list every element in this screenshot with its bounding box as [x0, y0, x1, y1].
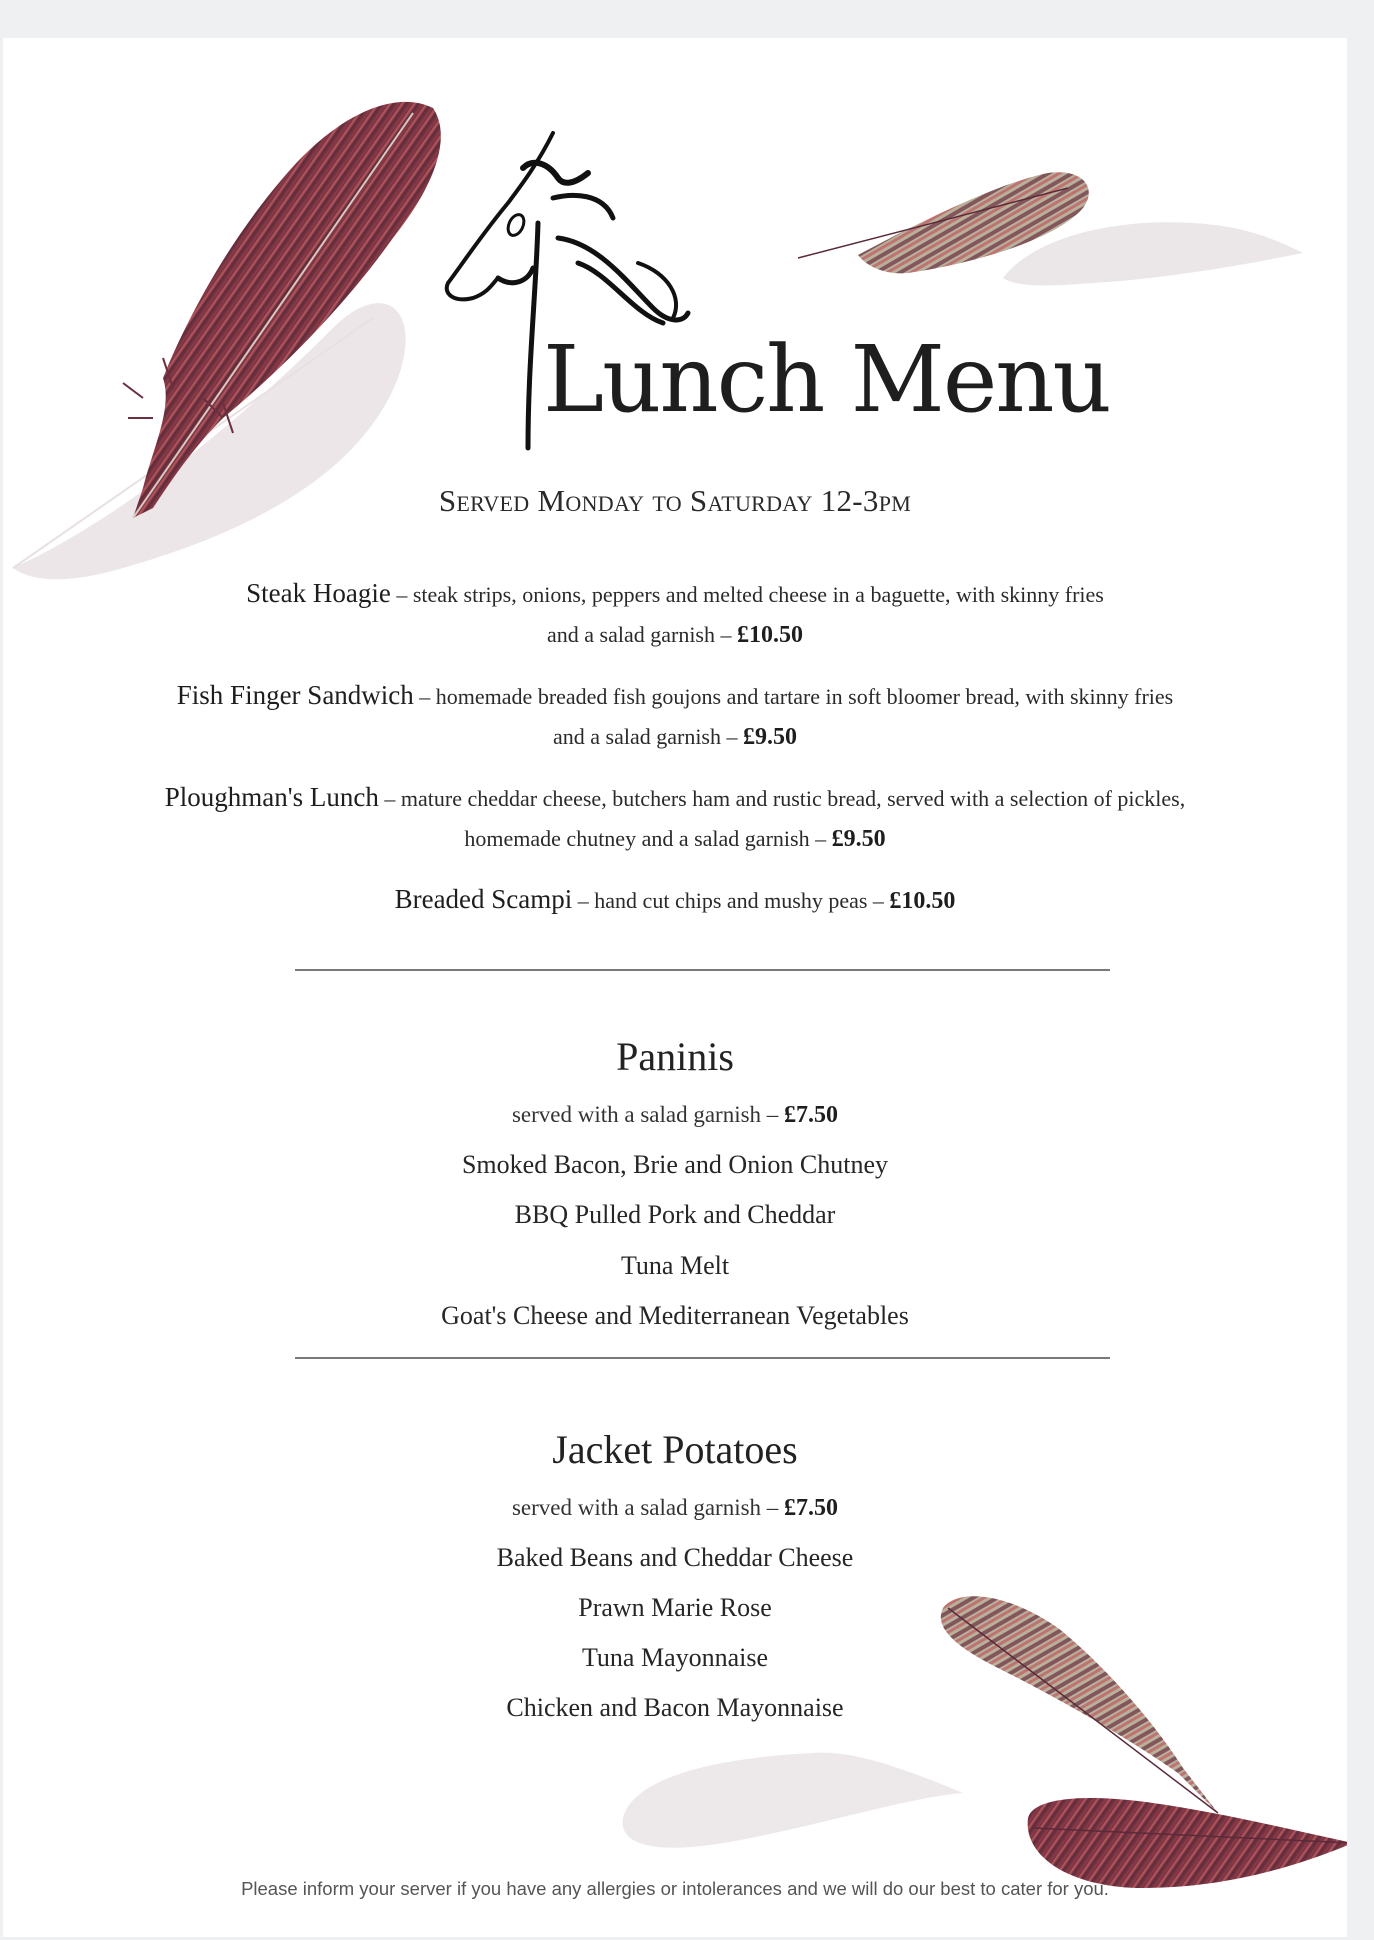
served-hours-subtitle: Served Monday to Saturday 12-3pm [438, 483, 912, 518]
allergy-note: Please inform your server if you have any allergies or intolerances and we will do our best to cater for you. [241, 1878, 1109, 1899]
menu-item-steak-hoagie [3, 578, 1347, 609]
item-description: homemade chutney and a salad garnish – [464, 826, 832, 851]
menu-item-ploughmans-lunch [3, 782, 1347, 813]
list-item: Goat's Cheese and Mediterranean Vegetables [441, 1301, 909, 1330]
list-item: Smoked Bacon, Brie and Onion Chutney [461, 1150, 889, 1179]
item-price: £9.50 [743, 724, 797, 750]
feather-faded-bottom [613, 1738, 973, 1858]
menu-item-steak-hoagie-line2 [3, 622, 1347, 649]
menu-item-breaded-scampi [3, 884, 1347, 915]
item-name: Steak Hoagie [246, 578, 391, 608]
item-price: £10.50 [889, 888, 956, 914]
list-item: Baked Beans and Cheddar Cheese [496, 1543, 854, 1572]
section-price: £7.50 [784, 1102, 839, 1128]
item-name: Fish Finger Sandwich [176, 680, 414, 710]
menu-page [3, 38, 1347, 1937]
section-subtitle-jacket-potatoes [3, 1495, 1347, 1522]
item-description: – homemade breaded fish goujons and tartare in soft bloomer bread, with skinny fries [413, 684, 1174, 709]
menu-item-ploughmans-lunch-line2 [3, 826, 1347, 853]
section-sub-text: served with a salad garnish – [511, 1102, 785, 1127]
item-description: – mature cheddar cheese, butchers ham and rustic bread, served with a selection of pickles, [378, 786, 1186, 811]
section-divider [295, 969, 1110, 971]
menu-item-fish-finger-sandwich-line2 [3, 724, 1347, 751]
item-description: – steak strips, onions, peppers and melted cheese in a baguette, with skinny fries [390, 582, 1104, 607]
menu-item-fish-finger-sandwich [3, 680, 1347, 711]
item-name: Breaded Scampi [394, 884, 573, 914]
section-sub-text: served with a salad garnish – [511, 1495, 785, 1520]
list-item: BBQ Pulled Pork and Cheddar [514, 1200, 836, 1229]
item-description: – hand cut chips and mushy peas – [572, 888, 890, 913]
list-item: Chicken and Bacon Mayonnaise [506, 1693, 844, 1722]
item-name: Ploughman's Lunch [164, 782, 379, 812]
section-price: £7.50 [784, 1495, 839, 1521]
item-price: £9.50 [831, 826, 886, 852]
feather-top-right [798, 163, 1098, 293]
feather-top-left [113, 68, 453, 528]
section-title-jacket-potatoes: Jacket Potatoes [552, 1427, 798, 1472]
item-description: and a salad garnish – [547, 622, 737, 647]
list-item: Prawn Marie Rose [578, 1593, 772, 1622]
list-item: Tuna Mayonnaise [581, 1643, 769, 1672]
list-item: Tuna Melt [620, 1251, 730, 1280]
page-title: Lunch Menu [543, 326, 1110, 433]
item-description: and a salad garnish – [553, 724, 743, 749]
section-title-paninis: Paninis [616, 1034, 734, 1079]
section-subtitle-paninis [3, 1102, 1347, 1129]
section-divider [295, 1357, 1110, 1359]
item-price: £10.50 [737, 622, 803, 648]
